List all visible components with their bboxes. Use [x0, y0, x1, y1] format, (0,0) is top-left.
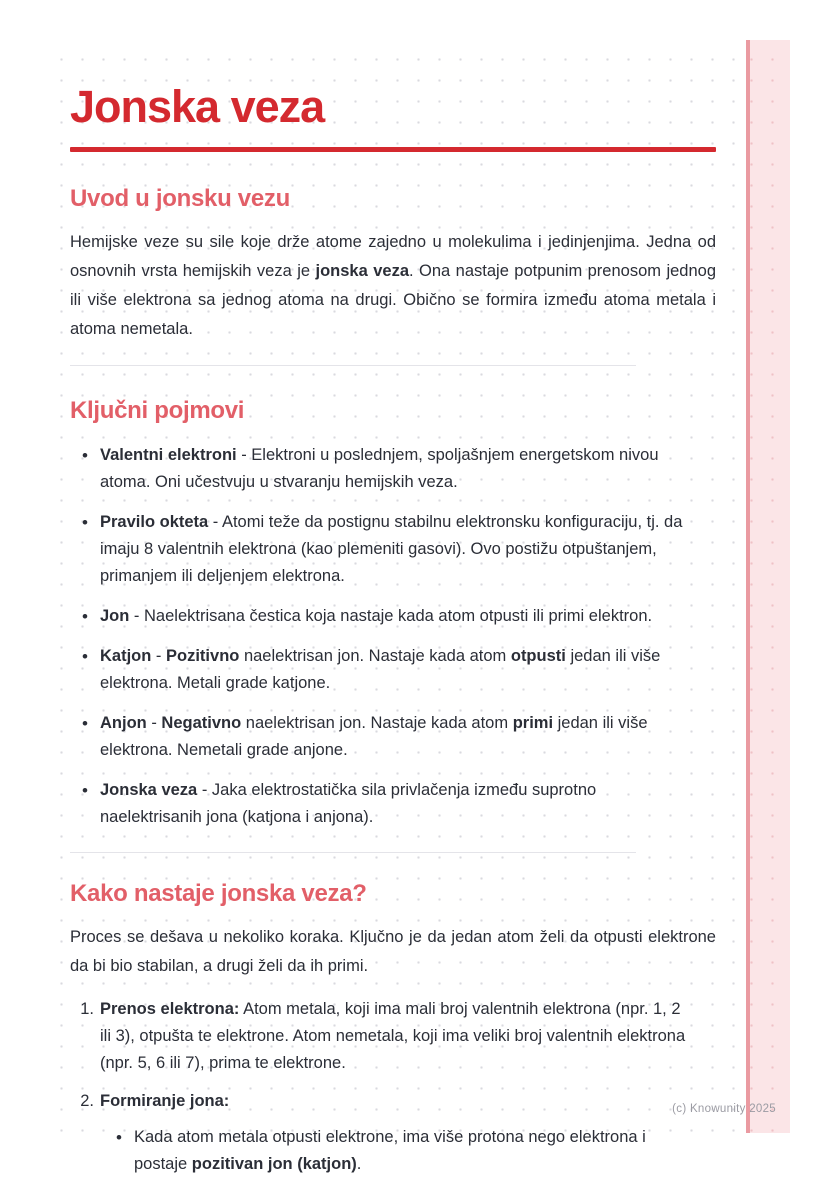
- page-title: Jonska veza: [70, 81, 325, 132]
- key-terms-list: [70, 442, 686, 831]
- formation-paragraph: Proces se dešava u nekoliko koraka. Ključno je da jedan atom želi da otpusti elektrone da bi bio stabilan, a drugi želi da ih primi.: [70, 928, 716, 975]
- step-item-prenos-elektrona: [100, 996, 695, 1077]
- step-text: Formiranje jona:: [100, 1092, 230, 1110]
- section-heading-key-terms: Ključni pojmovi: [70, 397, 245, 424]
- section-divider: [70, 365, 636, 366]
- section-heading-formation: Kako nastaje jonska veza?: [70, 880, 367, 907]
- intro-paragraph: Hemijske veze su sile koje drže atome zajedno u molekulima i jedinjenjima. Jedna od osnovnih vrsta hemijskih veza je jonska veza. Ona nastaje potpunim prenosom jednog ili više elektrona sa jednog atoma na drugi. Obično se formira između atoma metala i atoma nemetala.: [70, 233, 716, 338]
- list-item-jon: • Jon - Naelektrisana čestica koja nastaje kada atom otpusti ili primi elektron.: [100, 603, 686, 630]
- list-item-katjon: • Katjon - Pozitivno naelektrisan jon. Nastaje kada atom otpusti jedan ili više elektrona. Metali grade katjone.: [100, 643, 686, 697]
- title-underline-rule: [70, 147, 716, 152]
- copyright-watermark: (c) Knowunity 2025: [672, 1103, 776, 1115]
- page-content: [70, 82, 716, 1178]
- margin-stripe: [746, 40, 790, 1133]
- list-item-valentni-elektroni: • Valentni elektroni - Elektroni u poslednjem, spoljašnjem energetskom nivou atoma. Oni učestvuju u stvaranju hemijskih veza.: [100, 442, 686, 496]
- document-page: [42, 40, 790, 1173]
- formation-steps-list: [70, 996, 695, 1178]
- list-item-anjon: • Anjon - Negativno naelektrisan jon. Nastaje kada atom primi jedan ili više elektrona. Nemetali grade anjone.: [100, 710, 686, 764]
- section-divider: [70, 852, 636, 853]
- list-item-jonska-veza: • Jonska veza - Jaka elektrostatička sila privlačenja između suprotno naelektrisanih jona (katjona i anjona).: [100, 777, 686, 831]
- section-heading-intro: Uvod u jonsku vezu: [70, 185, 290, 212]
- sub-list-item-katjon: • Kada atom metala otpusti elektrone, ima više protona nego elektrona i postaje pozitivan jon (katjon).: [134, 1124, 660, 1178]
- step-item-formiranje-jona: [100, 1088, 695, 1178]
- sub-bullet-list: [100, 1124, 660, 1178]
- step-text: Prenos elektrona: Atom metala, koji ima mali broj valentnih elektrona (npr. 1, 2 ili 3), otpušta te elektrone. Atom nemetala, koji ima veliki broj valentnih elektrona (npr. 5, 6 ili 7), prima te elektrone.: [100, 1000, 686, 1072]
- list-item-pravilo-okteta: • Pravilo okteta - Atomi teže da postignu stabilnu elektronsku konfiguraciju, tj. da imaju 8 valentnih elektrona (kao plemeniti gasovi). Ovo postižu otpuštanjem, primanjem ili deljenjem elektrona.: [100, 509, 686, 590]
